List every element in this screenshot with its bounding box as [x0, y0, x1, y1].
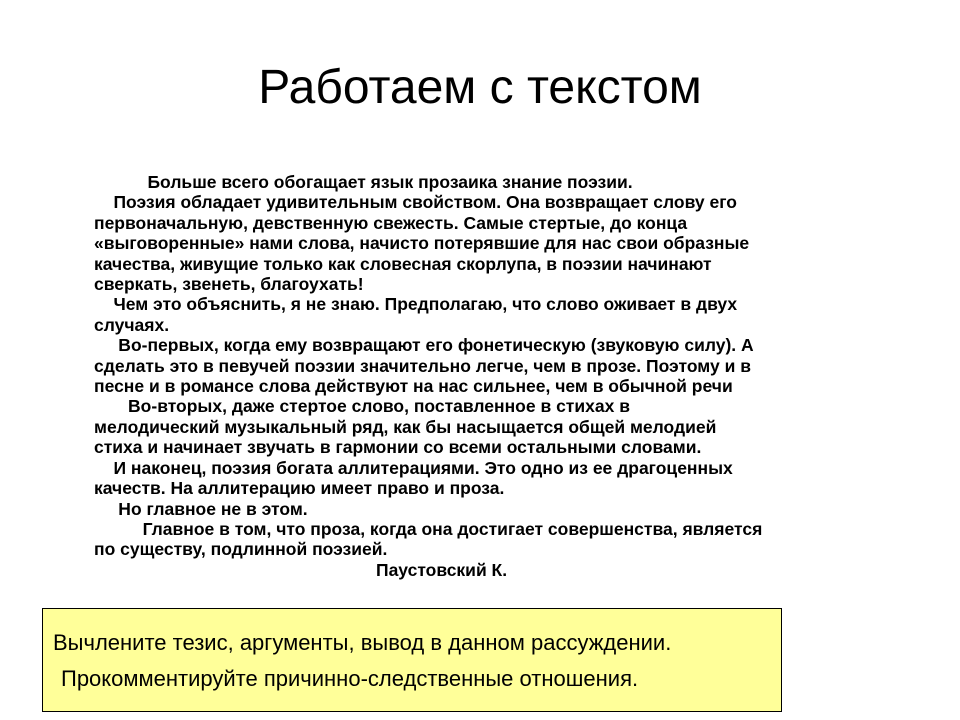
passage-line: стиха и начинает звучать в гармонии со всеми остальными словами.: [94, 437, 702, 458]
passage-line: Главное в том, что проза, когда она достигает совершенства, является: [94, 518, 763, 539]
passage-line: Больше всего обогащает язык прозаика знание поэзии.: [94, 172, 633, 192]
passage-line: сверкать, звенеть, благоухать!: [94, 274, 364, 295]
passage-text: [94, 172, 884, 580]
passage-line: Во-вторых, даже стертое слово, поставленное в стихах в: [94, 396, 630, 417]
passage-line: качества, живущие только как словесная скорлупа, в поэзии начинают: [94, 253, 712, 274]
passage-line: первоначальную, девственную свежесть. Самые стертые, до конца: [94, 212, 688, 233]
task-instruction: Вычлените тезис, аргументы, вывод в данном рассуждении.: [53, 630, 672, 655]
task-box: [42, 608, 782, 712]
passage-line: по существу, подлинной поэзией.: [94, 539, 388, 560]
passage-line: «выговоренные» нами слова, начисто потерявшие для нас свои образные: [94, 233, 750, 254]
passage-author: Паустовский К.: [94, 559, 508, 580]
task-instruction: Прокомментируйте причинно-следственные отношения.: [61, 666, 639, 691]
passage-line: Поэзия обладает удивительным свойством. Она возвращает слову его: [94, 192, 737, 213]
passage-line: случаях.: [94, 314, 170, 335]
passage-line: песне и в романсе слова действуют на нас сильнее, чем в обычной речи: [94, 376, 733, 397]
slide-title: Работаем с текстом: [258, 61, 702, 114]
passage-line: качеств. На аллитерацию имеет право и проза.: [94, 478, 505, 499]
passage-line: Но главное не в этом.: [94, 498, 308, 519]
passage-line: Чем это объяснить, я не знаю. Предполагаю, что слово оживает в двух: [94, 294, 738, 315]
passage-line: мелодический музыкальный ряд, как бы насыщается общей мелодией: [94, 416, 717, 437]
passage-line: И наконец, поэзия богата аллитерациями. Это одно из ее драгоценных: [94, 457, 733, 478]
passage-line: Во-первых, когда ему возвращают его фонетическую (звуковую силу). А: [94, 335, 754, 356]
passage-line: сделать это в певучей поэзии значительно легче, чем в прозе. Поэтому и в: [94, 355, 751, 376]
